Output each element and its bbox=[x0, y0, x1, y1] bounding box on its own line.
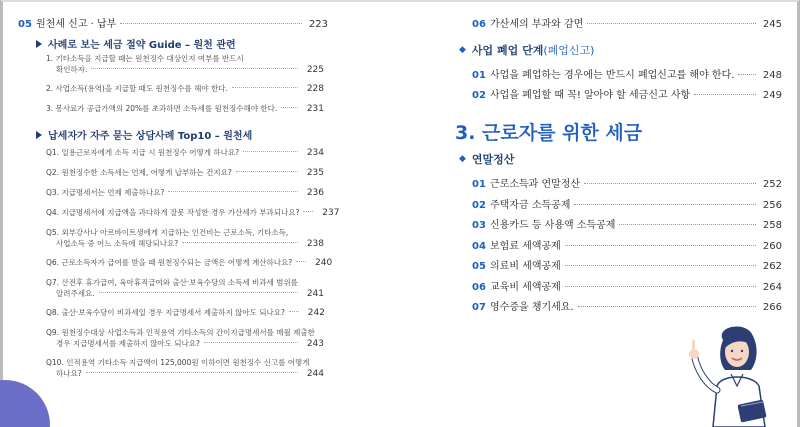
item-number: 06 bbox=[472, 281, 486, 293]
subsection-label: 사례로 보는 세금 절약 Guide – 원천 관련 bbox=[48, 40, 236, 51]
toc-entry[interactable] bbox=[46, 53, 324, 76]
entry-text: 경우 지급명세서를 제출하지 않아도 되나요? bbox=[56, 339, 200, 348]
toc-entry[interactable] bbox=[46, 207, 340, 219]
entry-line bbox=[46, 368, 324, 380]
page-number: 245 bbox=[762, 19, 782, 30]
entry-line bbox=[46, 53, 324, 64]
toc-entry[interactable] bbox=[46, 357, 324, 380]
entry-text: 1. 기타소득을 지급할 때는 원천징수 대상인지 여부를 반드시 bbox=[46, 54, 244, 63]
page-number: 238 bbox=[306, 239, 324, 249]
page-number: 243 bbox=[306, 339, 324, 349]
page-number: 235 bbox=[306, 168, 324, 178]
leader-dots bbox=[99, 292, 298, 293]
entry-text: 3. 봉사료가 공급가액의 20%를 초과하면 소득세를 원천징수해야 한다. bbox=[46, 104, 278, 113]
item-number: 03 bbox=[472, 220, 486, 231]
page-number: 264 bbox=[762, 281, 782, 293]
leader-dots bbox=[303, 211, 313, 212]
triangle-bullet-icon bbox=[36, 131, 42, 139]
page-number: 262 bbox=[762, 261, 782, 272]
toc-entry[interactable] bbox=[46, 257, 333, 269]
item-label: 근로소득과 연말정산 bbox=[490, 179, 581, 190]
page-number: 249 bbox=[762, 90, 782, 101]
leader-dots bbox=[584, 183, 756, 184]
entry-text: Q8. 출산·보육수당이 비과세일 경우 지급명세서 제출하지 않아도 되나요? bbox=[46, 308, 285, 317]
page-number: 240 bbox=[315, 258, 333, 268]
settle-label: 연말정산 bbox=[471, 153, 515, 166]
page-number: 228 bbox=[306, 84, 324, 94]
page-number: 231 bbox=[306, 104, 324, 114]
leader-dots bbox=[236, 171, 298, 172]
chapter-title: 3. 근로자를 위한 세금 bbox=[455, 122, 643, 144]
entry-line bbox=[46, 277, 324, 288]
entry-line bbox=[46, 357, 324, 368]
item-label: 교육비 세액공제 bbox=[490, 281, 561, 293]
leader-dots bbox=[281, 107, 298, 108]
leader-dots bbox=[120, 23, 302, 24]
entry-line bbox=[46, 288, 324, 300]
leader-dots bbox=[289, 311, 299, 312]
toc-item[interactable] bbox=[472, 257, 782, 272]
closure-heading bbox=[459, 42, 594, 58]
leader-dots bbox=[232, 87, 298, 88]
toc-entry[interactable] bbox=[46, 103, 324, 115]
toc-item-06[interactable] bbox=[472, 15, 782, 30]
entry-text: Q4. 지급명세서에 지급액을 과다하게 잘못 작성한 경우 가산세가 부과되나요? bbox=[46, 208, 300, 217]
leader-dots bbox=[296, 261, 306, 262]
leader-dots bbox=[574, 204, 756, 205]
toc-entry[interactable] bbox=[46, 227, 324, 250]
settle-heading bbox=[459, 151, 514, 167]
subsection-label: 납세자가 자주 묻는 상담사례 Top10 – 원천세 bbox=[48, 131, 253, 142]
page-number: 260 bbox=[762, 240, 782, 252]
entry-text: Q5. 외부강사나 아르바이트생에게 지급하는 인건비는 근로소득, 기타소득, bbox=[46, 228, 289, 237]
toc-entry[interactable] bbox=[46, 307, 324, 319]
diamond-bullet-icon: ◆ bbox=[459, 45, 466, 55]
item-label: 가산세의 부과와 감면 bbox=[490, 19, 584, 30]
leader-dots bbox=[565, 245, 756, 246]
entry-line bbox=[46, 207, 340, 219]
item-number: 06 bbox=[472, 19, 486, 30]
item-label: 사업을 폐업할 때 꼭! 알아야 할 세금신고 사항 bbox=[490, 90, 691, 101]
section-label: 원천세 신고 · 납부 bbox=[36, 19, 117, 30]
toc-item[interactable] bbox=[472, 237, 782, 252]
toc-item[interactable] bbox=[472, 278, 782, 293]
page-number: 266 bbox=[762, 302, 782, 313]
entry-line bbox=[46, 238, 324, 250]
entry-line bbox=[46, 103, 324, 115]
leader-dots bbox=[619, 224, 756, 225]
page-number: 234 bbox=[306, 148, 324, 158]
leader-dots bbox=[168, 191, 298, 192]
item-number: 05 bbox=[472, 261, 486, 272]
page-number: 244 bbox=[306, 369, 324, 379]
toc-item[interactable] bbox=[472, 196, 782, 211]
toc-item[interactable] bbox=[472, 216, 782, 231]
leader-dots bbox=[565, 286, 756, 287]
page-number: 258 bbox=[762, 220, 782, 231]
leader-dots bbox=[182, 242, 298, 243]
closure-paren: (폐업신고) bbox=[543, 44, 595, 57]
woman-illustration bbox=[675, 318, 785, 427]
leader-dots bbox=[587, 23, 756, 24]
subsection-faq bbox=[36, 127, 252, 142]
leader-dots bbox=[204, 342, 298, 343]
page-number: 225 bbox=[306, 65, 324, 75]
page-number: 237 bbox=[322, 208, 340, 218]
entry-text: Q1. 일용근로자에게 소득 지급 시 원천징수 어떻게 하나요? bbox=[46, 148, 240, 157]
entry-text: 확인하자. bbox=[56, 65, 88, 74]
entry-line bbox=[46, 64, 324, 76]
entry-line bbox=[46, 257, 333, 269]
entry-text: Q7. 산전후 휴가급여, 육아휴직급여와 출산·보육수당의 소득세 비과세 범위를 bbox=[46, 278, 298, 287]
item-number: 01 bbox=[472, 179, 486, 190]
toc-entry[interactable] bbox=[46, 277, 324, 300]
toc-entry[interactable] bbox=[46, 187, 324, 199]
entry-text: 알려주세요. bbox=[56, 289, 95, 298]
item-label: 영수증을 챙기세요. bbox=[490, 302, 574, 313]
section-number: 05 bbox=[18, 19, 32, 30]
entry-text: Q3. 지급명세서는 언제 제출하나요? bbox=[46, 188, 165, 197]
page-number: 256 bbox=[762, 199, 782, 211]
toc-item[interactable] bbox=[472, 86, 782, 101]
item-number: 07 bbox=[472, 302, 486, 313]
page-number: 241 bbox=[306, 289, 324, 299]
item-number: 02 bbox=[472, 199, 486, 211]
closure-label: 사업 폐업 단계 bbox=[471, 44, 544, 57]
entry-text: 하나요? bbox=[56, 369, 82, 378]
triangle-bullet-icon bbox=[36, 40, 42, 48]
entry-text: 사업소득 중 어느 소득에 해당되나요? bbox=[56, 239, 179, 248]
toc-entry[interactable] bbox=[46, 83, 324, 95]
toc-entry[interactable] bbox=[46, 167, 324, 179]
leader-dots bbox=[738, 74, 756, 75]
entry-text: 2. 사업소득(용역)을 지급할 때도 원천징수를 해야 한다. bbox=[46, 84, 228, 93]
page-number: 248 bbox=[762, 70, 782, 81]
item-label: 주택자금 소득공제 bbox=[490, 199, 571, 211]
leader-dots bbox=[565, 265, 756, 266]
item-number: 01 bbox=[472, 70, 486, 81]
entry-text: Q6. 근로소득자가 급여를 받을 때 원천징수되는 금액은 어떻게 계산하나요? bbox=[46, 258, 293, 267]
entry-line bbox=[46, 227, 324, 238]
leader-dots bbox=[91, 68, 298, 69]
toc-section-05[interactable] bbox=[18, 15, 328, 30]
toc-entry[interactable] bbox=[46, 147, 324, 159]
entry-line bbox=[46, 83, 324, 95]
toc-entry[interactable] bbox=[46, 327, 324, 350]
entry-line bbox=[46, 338, 324, 350]
entry-line bbox=[46, 167, 324, 179]
item-number: 04 bbox=[472, 240, 486, 252]
entry-line bbox=[46, 147, 324, 159]
subsection-guide bbox=[36, 36, 236, 51]
page-number: 236 bbox=[306, 188, 324, 198]
leader-dots bbox=[243, 151, 298, 152]
page-number: 223 bbox=[308, 19, 328, 30]
entry-text: Q9. 원천징수대상 사업소득과 인적용역 기타소득의 간이지급명세서를 매월 제출한 bbox=[46, 328, 315, 337]
item-number: 02 bbox=[472, 90, 486, 101]
item-label: 의료비 세액공제 bbox=[490, 261, 561, 272]
leader-dots bbox=[694, 94, 756, 95]
item-label: 보험료 세액공제 bbox=[490, 240, 561, 252]
entry-text: Q2. 원천징수한 소득세는 언제, 어떻게 납부하는 건지요? bbox=[46, 168, 232, 177]
entry-line bbox=[46, 187, 324, 199]
diamond-bullet-icon: ◆ bbox=[459, 154, 466, 164]
toc-item[interactable] bbox=[472, 66, 782, 81]
entry-text: Q10. 인적용역 기타소득 지급액이 125,000원 이하이면 원천징수 신고를 어떻게 bbox=[46, 358, 310, 367]
page-number: 252 bbox=[762, 179, 782, 190]
toc-item[interactable] bbox=[472, 298, 782, 313]
item-label: 신용카드 등 사용액 소득공제 bbox=[490, 220, 616, 231]
item-label: 사업을 폐업하는 경우에는 반드시 폐업신고를 해야 한다. bbox=[490, 70, 735, 81]
entry-line bbox=[46, 307, 324, 319]
leader-dots bbox=[578, 306, 756, 307]
entry-line bbox=[46, 327, 324, 338]
toc-item[interactable] bbox=[472, 175, 782, 190]
leader-dots bbox=[86, 372, 298, 373]
page-number: 242 bbox=[307, 308, 325, 318]
